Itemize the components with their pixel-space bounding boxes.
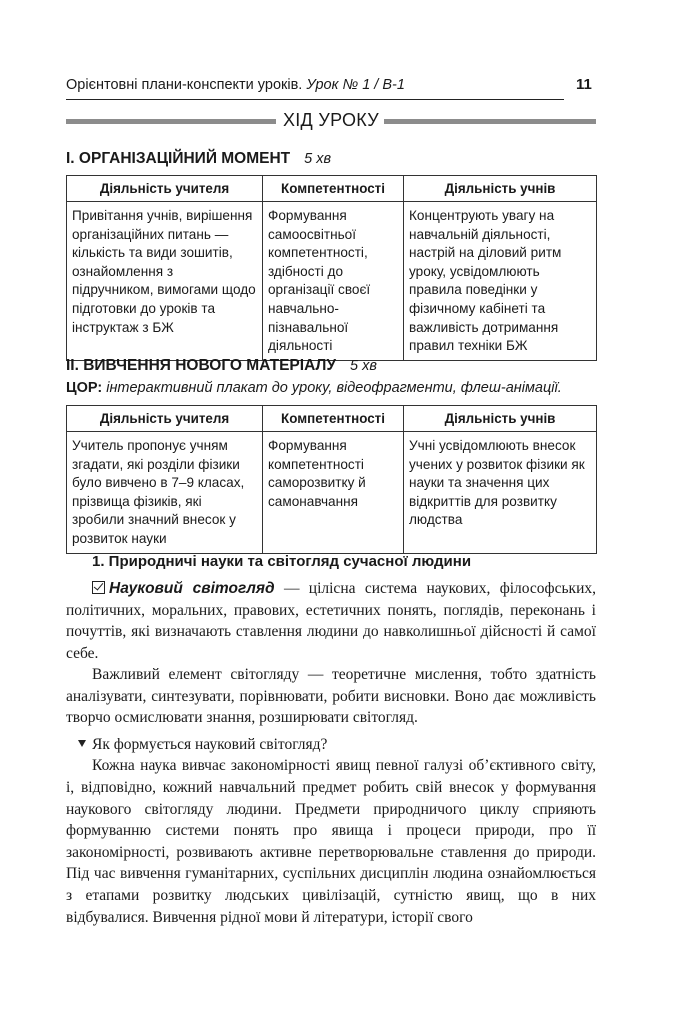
section-1-heading — [66, 150, 331, 168]
paragraph: Кожна наука вивчає закономірності явищ певної галузі об’єктивного світу, і, відповідно, кожний навчальний предмет робить свій внесок у формування наукового світогляду людини. Предмети природничого циклу сприяють формуванню системи понять про явища і процеси природи, про її закономірності, розвивають активне перетворювальне ставлення до природи. Під час вивчення гуманітарних, суспільних дисциплін людина ознайомлюється з етапами розвитку людських цивілізацій, сутністю явищ, що в них відбувалися. Вивчення рідної мови й літератури, історії свого — [66, 757, 596, 926]
checkbox-icon — [92, 581, 105, 594]
table-cell: Концентрують увагу на навчальній діяльності, настрій на діловий ритм уроку, усвідомлюють правила поведінки у фізичному кабінеті та важливість дотримання правил техніки БЖ — [404, 202, 597, 361]
triangle-bullet-icon — [78, 740, 86, 747]
running-title: Орієнтовні плани-конспекти уроків. — [66, 77, 303, 93]
table-header-row — [67, 406, 597, 432]
table-header-row — [67, 176, 597, 202]
lesson-reference: Урок № 1 / В-1 — [306, 77, 405, 93]
column-header: Компетентності — [263, 406, 404, 432]
definition-term: Науковий світогляд — [109, 580, 275, 597]
column-header: Діяльність учнів — [404, 406, 597, 432]
column-header: Діяльність учнів — [404, 176, 597, 202]
definition-block — [66, 578, 596, 664]
table-row — [67, 202, 597, 361]
section-2-title: ІІ. ВИВЧЕННЯ НОВОГО МАТЕРІАЛУ — [66, 357, 336, 374]
column-header: Компетентності — [263, 176, 404, 202]
title-rule-left — [66, 119, 276, 124]
section-2-table — [66, 405, 597, 554]
definition-paragraph — [66, 578, 596, 664]
table-cell: Учні усвідомлюють внесок учених у розвиток фізики як науки та значення цих відкриттів для розвитку людства — [404, 432, 597, 554]
digital-resources-line — [66, 380, 596, 396]
main-text — [66, 664, 596, 928]
running-header — [66, 76, 564, 100]
column-header: Діяльність учителя — [67, 176, 263, 202]
column-header: Діяльність учителя — [67, 406, 263, 432]
title-rule-right — [384, 119, 596, 124]
section-1-table — [66, 175, 597, 361]
section-2-duration: 5 хв — [349, 358, 377, 374]
table-cell: Привітання учнів, вирішення організаційних питань — кількість та види зошитів, ознайомлення з підручником, вимогами щодо підготовки до уроків та інструктаж з БЖ — [67, 202, 263, 361]
paragraph: Важливий елемент світогляду — теоретичне мислення, тобто здатність аналізувати, синтезувати, порівнювати, робити висновки. Воно дає можливість творчо осмислювати знання, розширювати світогляд. — [66, 666, 596, 727]
resources-label: ЦОР: — [66, 380, 103, 396]
question-text: Як формується науковий світогляд? — [92, 735, 328, 753]
definition-text: — цілісна система наукових, філософських, політичних, моральних, правових, естетичних понять, поглядів, переконань і почуттів, які визначають ставлення людини до навколишньої дійсності й самої себе. — [66, 580, 596, 662]
section-1-title: І. ОРГАНІЗАЦІЙНИЙ МОМЕНТ — [66, 150, 291, 167]
section-2-heading — [66, 357, 377, 375]
lesson-title: ХІД УРОКУ — [282, 110, 380, 130]
table-cell: Учитель пропонує учням згадати, які розділи фізики було вивчено в 7–9 класах, прізвища фізиків, які зробили значний внесок у розвиток науки — [67, 432, 263, 554]
lesson-title-bar — [66, 110, 596, 132]
question-line — [66, 734, 596, 756]
table-cell: Формування самоосвітньої компетентності, здібності до організації своєї навчально-пізнавальної діяльності — [263, 202, 404, 361]
table-cell: Формування компетентності саморозвитку й самонавчання — [263, 432, 404, 554]
page-number: 11 — [576, 76, 592, 93]
table-row — [67, 432, 597, 554]
resources-text: інтерактивний плакат до уроку, відеофрагменти, флеш-анімації. — [106, 380, 562, 396]
section-1-duration: 5 хв — [304, 151, 332, 167]
subsection-heading: 1. Природничі науки та світогляд сучасної людини — [92, 553, 472, 570]
